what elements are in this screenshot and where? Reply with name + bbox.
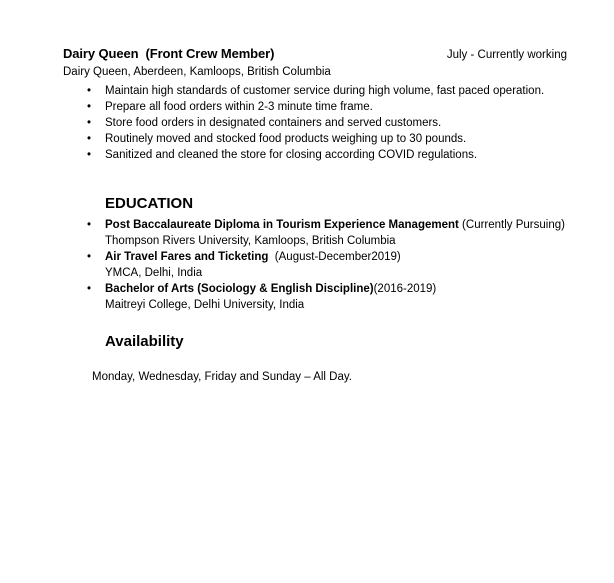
- job-employer-location: Dairy Queen, Aberdeen, Kamloops, British Columbia: [63, 66, 331, 78]
- availability-section: [63, 332, 567, 385]
- job-duty-item: • Sanitized and cleaned the store for closing according COVID regulations.: [63, 147, 567, 163]
- degree-suffix: (2016-2019): [373, 283, 437, 295]
- degree-line: [105, 249, 567, 265]
- experience-section: [63, 45, 567, 163]
- degree-name: Bachelor of Arts (Sociology & English Discipline): [105, 283, 374, 295]
- institution: YMCA, Delhi, India: [105, 267, 203, 279]
- job-date-range: July - Currently working: [446, 49, 567, 61]
- availability-heading: Availability: [105, 333, 184, 350]
- job-duties-list: [63, 83, 567, 163]
- education-list: [63, 217, 567, 313]
- job-title: Dairy Queen (Front Crew Member): [63, 46, 275, 61]
- education-item: [63, 217, 567, 249]
- education-heading: EDUCATION: [105, 195, 194, 212]
- education-item: [63, 281, 567, 313]
- job-duty-item: • Maintain high standards of customer service during high volume, fast paced operation.: [63, 83, 567, 99]
- job-duty-item: • Routinely moved and stocked food products weighing up to 30 pounds.: [63, 131, 567, 147]
- degree-name: Air Travel Fares and Ticketing: [105, 251, 269, 263]
- institution: Maitreyi College, Delhi University, India: [105, 299, 305, 311]
- degree-name: Post Baccalaureate Diploma in Tourism Experience Management: [105, 219, 459, 231]
- degree-line: [105, 217, 567, 233]
- degree-line: [105, 281, 567, 297]
- availability-text: Monday, Wednesday, Friday and Sunday – All Day.: [92, 371, 352, 383]
- job-header: [63, 45, 567, 64]
- job-duty-item: • Store food orders in designated containers and served customers.: [63, 115, 567, 131]
- degree-suffix: (August-December2019): [268, 251, 401, 263]
- job-duty-item: • Prepare all food orders within 2-3 minute time frame.: [63, 99, 567, 115]
- education-section: [63, 194, 567, 313]
- education-item: [63, 249, 567, 281]
- degree-suffix: (Currently Pursuing): [458, 219, 565, 231]
- institution: Thompson Rivers University, Kamloops, British Columbia: [105, 235, 396, 247]
